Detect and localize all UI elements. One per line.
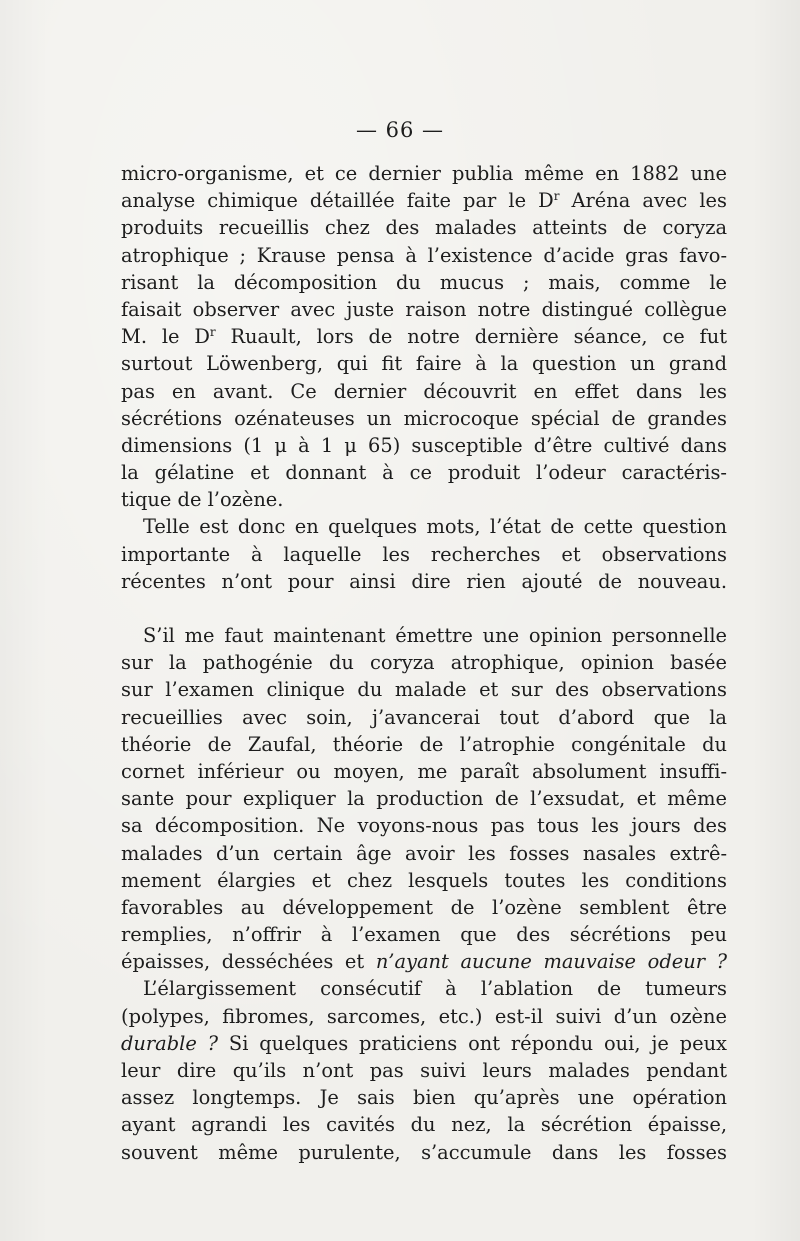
text-line <box>121 1030 727 1057</box>
text-line: surtout Löwenberg, qui fit faire à la question un grand <box>121 352 727 376</box>
text-line: atrophique ; Krause pensa à l’existence d’acide gras favo- <box>121 243 727 267</box>
text-line <box>121 323 727 350</box>
text-line: risant la décomposition du mucus ; mais, comme le <box>121 270 727 294</box>
text-line: assez longtemps. Je sais bien qu’après une opération <box>121 1086 727 1110</box>
text-fragment: Ruault, lors de notre dernière séance, ce fut <box>215 325 727 349</box>
text-line: (polypes, fibromes, sarcomes, etc.) est-il suivi d’un ozène <box>121 1004 727 1028</box>
superscript: r <box>209 325 216 340</box>
text-fragment: analyse chimique détaillée faite par le D <box>121 189 554 213</box>
page-number: — 66 — <box>355 118 445 142</box>
text-line: sur l’examen clinique du malade et sur des observations <box>121 678 727 702</box>
paragraph-spacer <box>121 595 727 622</box>
text-line: S’il me faut maintenant émettre une opinion personnelle <box>143 624 727 647</box>
text-line: recueillies avec soin, j’avancerai tout d’abord que la <box>121 705 727 729</box>
text-line <box>121 948 727 975</box>
text-line: pas en avant. Ce dernier découvrit en effet dans les <box>121 379 727 403</box>
text-line: produits recueillis chez des malades atteints de coryza <box>121 216 727 240</box>
text-line: tique de l’ozène. <box>121 488 284 512</box>
paragraph-4 <box>121 975 727 1165</box>
text-line: Telle est donc en quelques mots, l’état de cette question <box>143 515 727 539</box>
italic-text: n’ayant aucune mauvaise odeur ? <box>375 950 727 974</box>
text-line: souvent même purulente, s’accumule dans les fosses <box>121 1140 727 1164</box>
text-line: la gélatine et donnant à ce produit l’odeur caractéris- <box>121 461 727 485</box>
text-line: L’élargissement consécutif à l’ablation de tumeurs <box>143 977 727 1001</box>
text-line <box>121 187 727 214</box>
paragraph-3 <box>121 622 727 975</box>
text-line: malades d’un certain âge avoir les fosses nasales extrê- <box>121 841 727 865</box>
text-line: théorie de Zaufal, théorie de l’atrophie congénitale du <box>121 732 727 756</box>
text-fragment: Aréna avec les <box>559 189 727 213</box>
italic-text: durable ? <box>121 1031 219 1055</box>
text-line: mement élargies et chez lesquels toutes les conditions <box>121 868 727 892</box>
text-line: leur dire qu’ils n’ont pas suivi leurs malades pendant <box>121 1059 727 1082</box>
superscript: r <box>553 189 560 204</box>
text-line: récentes n’ont pour ainsi dire rien ajouté de nouveau. <box>121 569 727 593</box>
text-line: ayant agrandi les cavités du nez, la sécrétion épaisse, <box>121 1113 727 1137</box>
text-line: remplies, n’offrir à l’examen que des sécrétions peu <box>121 923 727 947</box>
text-line: faisait observer avec juste raison notre distingué collègue <box>121 297 727 321</box>
paragraph-1 <box>121 160 727 513</box>
text-line: cornet inférieur ou moyen, me paraît absolument insuffi- <box>121 759 727 783</box>
text-line: importante à laquelle les recherches et observations <box>121 542 727 566</box>
text-line: sur la pathogénie du coryza atrophique, opinion basée <box>121 651 727 675</box>
paragraph-2 <box>121 513 727 595</box>
text-fragment: épaisses, desséchées et <box>121 950 376 974</box>
text-line: sante pour expliquer la production de l’exsudat, et même <box>121 787 727 811</box>
text-line: favorables au développement de l’ozène semblent être <box>121 895 727 919</box>
text-line: sécrétions ozénateuses un microcoque spécial de grandes <box>121 406 727 430</box>
text-fragment: Si quelques praticiens ont répondu oui, je peux <box>218 1031 727 1055</box>
text-fragment: M. le D <box>121 325 210 349</box>
text-line: dimensions (1 μ à 1 μ 65) susceptible d’être cultivé dans <box>121 433 727 457</box>
text-line: sa décomposition. Ne voyons-nous pas tous les jours des <box>121 814 727 838</box>
text-line: micro-organisme, et ce dernier publia même en 1882 une <box>121 162 727 185</box>
body-text <box>121 160 727 1166</box>
